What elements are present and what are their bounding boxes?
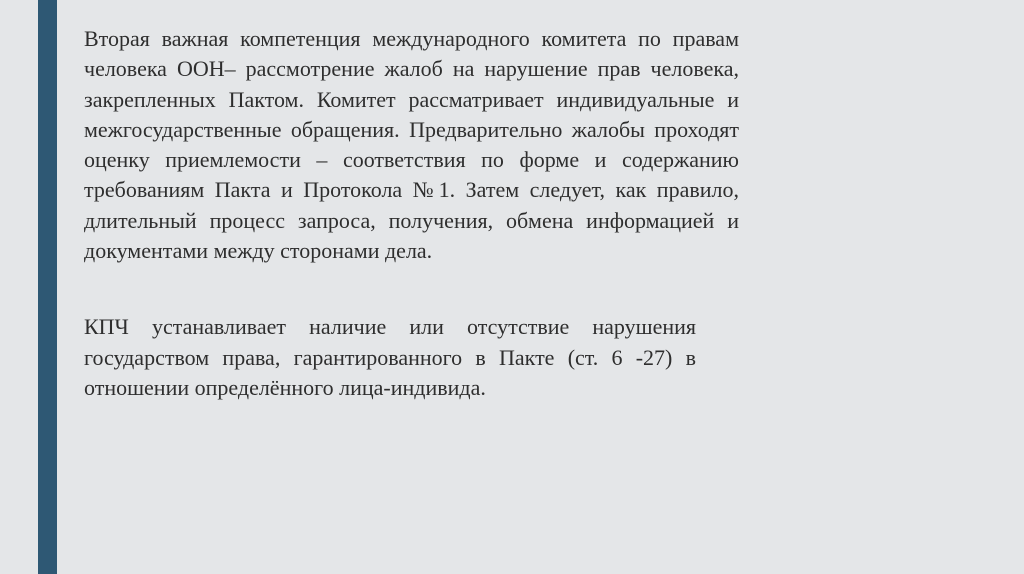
left-accent-bar [38,0,57,574]
paragraph-committee-competence: Вторая важная компетенция международного комитета по правам человека ООН– рассмотрение жалоб на нарушение прав человека, закрепленных Пактом. Комитет рассматривает индивидуальные и межгосударственные обращения. Предварительно жалобы проходят оценку приемлемости – соответствия по форме и содержанию требованиям Пакта и Протокола №1. Затем следует, как правило, длительный процесс запроса, получения, обмена информацией и документами между сторонами дела. [84,26,739,264]
paragraph-kpch-violation: КПЧ устанавливает наличие или отсутствие нарушения государством права, гарантированного в Пакте (ст. 6 -27) в отношении определённого лица-индивида. [84,314,696,400]
slide-content [84,24,739,403]
